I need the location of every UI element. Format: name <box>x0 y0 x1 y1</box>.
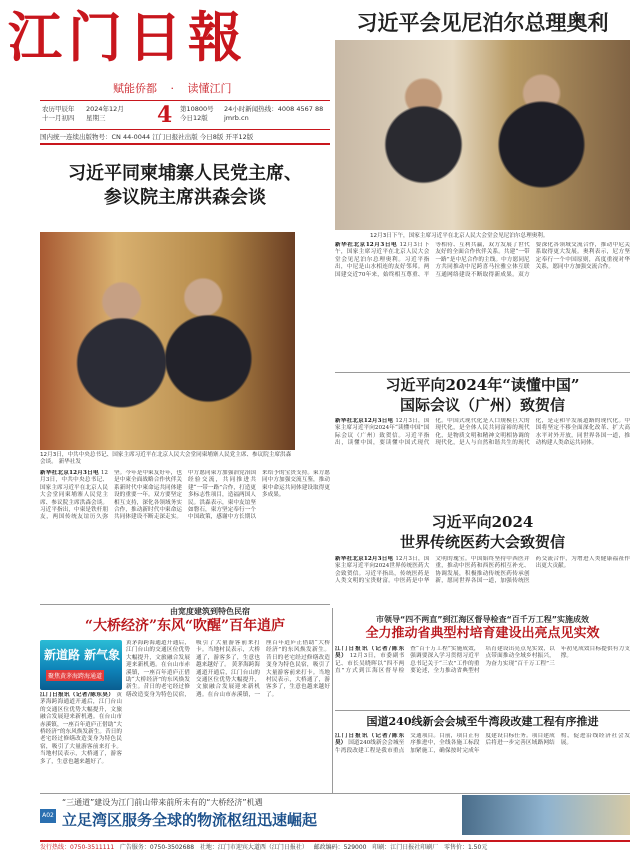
story2-photo <box>40 232 295 450</box>
slogan-dot: · <box>170 82 174 95</box>
issue-number: 第10800号 今日12版 <box>180 105 214 122</box>
publication-codes: 国内统一连续出版物号：CN 44-0044 江门日报社出版 今日8版 开平12版 <box>40 133 254 141</box>
footer-ads: 广告服务：0750-3502688 <box>119 844 195 851</box>
story1-headline-box <box>335 8 630 38</box>
footer-distribution: 发行热线：0750-3511111 <box>40 844 115 851</box>
story3-body: 新华社北京12月3日电 12月3日，国家主席习近平向2024年“读懂中国”国际会议（广州）致贺信。习近平指出，读懂中国，要读懂中国式现代化。中国式现代化是人口规模巨大的现代化，是全体人民共同富裕的现代化，是物质文明和精神文明相协调的现代化，是人与自然和谐共生的现代化，是走和平发展道路的现代化。中国将坚定不移全面深化改革、扩大高水平对外开放，同世界各国一道，推动构建人类命运共同体。 <box>335 418 630 447</box>
story4-body: 新华社北京12月3日电 12月3日，国家主席习近平向2024世界传统医药大会致贺信。习近平指出，传统医药是人类文明的宝贵财富。中医药是中华文明的瑰宝。中国始终坚持中西医并重，推动中医药和西医药相互补充、协调发展，积极推动传统医药传承创新，愿同世界各国一道，加强传统医药交流合作，为增进人类健康福祉作出更大贡献。 <box>335 556 630 585</box>
story1-photo <box>335 40 630 230</box>
hotline: 24小时新闻热线：4008 4567 88 jmrb.cn <box>224 105 324 122</box>
footer-address: 社地：江门市迎宾大道西（江门日报社） <box>199 844 308 851</box>
story4-headline: 习近平向2024 世界传统医药大会致贺信 <box>399 513 565 551</box>
banner-sub: 聚焦黄茅海跨海通道 <box>46 670 104 681</box>
teaser-photo <box>462 795 630 835</box>
divider-story7 <box>40 604 330 605</box>
story2-body: 新华社北京12月3日电 12月3日，中共中央总书记、国家主席习近平在北京人民大会堂同柬埔寨人民党主席、参议院主席洪森会谈。习近平指出，中柬是铁杆朋友，两国传统友谊历久弥坚。今年是中柬友好年，也是中柬全面战略合作伙伴关系新时代中柬命运共同体建设的重要一年。双方要坚定相互支持，深化各领域务实合作，推动新时代中柬命运共同体建设不断走深走实。中方愿同柬方加强治党治国经验交流，共同推进共建“一带一路”合作，打造更多标志性项目，造福两国人民。洪森表示，柬中友谊坚如磐石，柬方坚定奉行一个中国政策，感谢中方长期以来给予的宝贵支持。柬方愿同中方加强交流互鉴，推动柬中命运共同体建设取得更多成果。 <box>40 470 330 521</box>
slogan-right: 读懂江门 <box>187 82 232 95</box>
story6-headline: 国道240线新会会城至牛湾段改建工程有序推进 <box>366 715 599 728</box>
footer-printer: 印刷：江门日报社印刷厂 <box>372 844 439 851</box>
teaser-headline: 立足湾区服务全球的物流枢纽迅速崛起 <box>62 811 318 829</box>
divider-story3 <box>335 372 630 373</box>
story1-headline: 习近平会见尼泊尔总理奥利 <box>356 10 609 35</box>
story7-kicker: 由宽度建筑到特色民宿 <box>170 607 250 616</box>
footer-postcode: 邮政编码：529000 <box>313 844 367 851</box>
story7-body-col1: 江门日报讯（记者/陈东昊） 黄茅海跨海通道开通后，江门台山的交通区位优势大幅提升，文旅融合发展迎来新机遇。在台山市赤溪镇，一座百年逍庐正借助“大桥经济”的东风焕发新生。昔日的老宅经过修缮改造变身为特色民宿，吸引了大量游客前来打卡。当地村民表示，大桥通了，游客多了，生意也越来越好了。 <box>40 692 122 765</box>
story2-headline: 习近平同柬埔寨人民党主席、 参议院主席洪森会谈 <box>68 163 302 208</box>
story7-body: 黄茅海跨海通道开通后，江门台山的交通区位优势大幅提升，文旅融合发展迎来新机遇。在台山市赤溪镇，一座百年逍庐正借助“大桥经济”的东风焕发新生。昔日的老宅经过修缮改造变身为特色民宿，吸引了大量游客前来打卡。当地村民表示，大桥通了，游客多了，生意也越来越好了。 黄茅海跨海通道开通后，江门台山的交通区位优势大幅提升，文旅融合发展迎来新机遇。在台山市赤溪镇，一座百年逍庐正借助“大桥经济”的东风焕发新生。昔日的老宅经过修缮改造变身为特色民宿，吸引了大量游客前来打卡。当地村民表示，大桥通了，游客多了，生意也越来越好了。 <box>126 640 330 698</box>
story3-headline: 习近平向2024年“读懂中国” 国际会议（广州）致贺信 <box>385 376 580 414</box>
teaser-kicker: “三通道”建设为江门前山带来前所未有的“大桥经济”机遇 <box>62 798 263 807</box>
bottom-teaser[interactable] <box>40 795 460 835</box>
issue-day: 4 <box>157 102 173 128</box>
masthead-slogan <box>108 80 237 96</box>
story5-body: 江门日报讯（记者/陈东昊） 12月3日，市委副书记、市长吴晓晖以“四不两直”方式到江海区督导检查“百千万工程”实施成效，强调要深入学习贯彻习近平总书记关于“三农”工作的重要论述，全力推动省典型村培育建设出亮点见实效，以点带面推动全域乡村振兴，为奋力实现“百千万工程”三年初见成效目标提供有力支撑。 <box>335 646 630 675</box>
story1-body: 新华社北京12月3日电 12月3日下午，国家主席习近平在北京人民大会堂会见尼泊尔总理奥利。习近平指出，中尼是山水相连的友好邻邦。两国建交近70年来，始终相互尊重、平等相待、互利共赢，双方发展了世代友好的全面合作伙伴关系。共建“一带一路”是中尼合作的主线。中方愿同尼方共同推动中尼跨喜马拉雅立体互联互通网络建设不断取得新成果。双方要深化各领域交流合作，推动中尼关系取得更大发展。奥利表示，尼方坚定奉行一个中国原则，高度重视对华关系，愿同中方加强交流合作。 <box>335 242 630 278</box>
lunar-date: 农历甲辰年 十一月初四 <box>42 105 75 122</box>
story5-headline: 全力推动省典型村培育建设出亮点见实效 <box>365 626 600 641</box>
column-divider <box>332 608 333 793</box>
divider-story6 <box>335 710 630 711</box>
banner-title: 新道路 新气象 <box>44 648 121 662</box>
masthead <box>8 6 328 78</box>
masthead-title: 江门日報 <box>8 5 248 69</box>
story2-caption: 12月3日，中共中央总书记、国家主席习近平在北京人民大会堂同柬埔寨人民党主席、参议院主席洪森会谈。 新华社发 <box>40 452 292 465</box>
footer <box>40 840 630 854</box>
story6-body: 江门日报讯（记者/陈东昊） 国道240线新会会城至牛湾段改建工程是我市重点交通项目。目前，项目正有序推进中，全线各施工标段加紧施工，确保按时完成年度建设目标任务。项目建成后将进一步完善区域路网结构，促进沿线经济社会发展。 <box>335 733 630 754</box>
masthead-rule <box>40 143 330 145</box>
footer-price: 零售价：1.50元 <box>443 844 488 851</box>
story7-headline: “大桥经济”东风“吹醒”百年逍庐 <box>84 618 286 634</box>
issue-info-bar <box>40 100 330 130</box>
divider-bottom <box>40 793 630 794</box>
story2-credit: 新华社发 <box>58 459 81 465</box>
story5-kicker: 市领导“四不两直”到江海区督导检查“百千万工程”实施成效 <box>375 615 590 624</box>
teaser-page-badge: A02 <box>40 809 56 823</box>
slogan-left: 赋能侨都 <box>113 82 157 95</box>
issue-date: 2024年12月 星期三 <box>86 105 124 122</box>
story1-caption: 12月3日下午，国家主席习近平在北京人民大会堂会见尼泊尔总理奥利。 <box>370 233 549 239</box>
story7-banner <box>40 640 122 690</box>
